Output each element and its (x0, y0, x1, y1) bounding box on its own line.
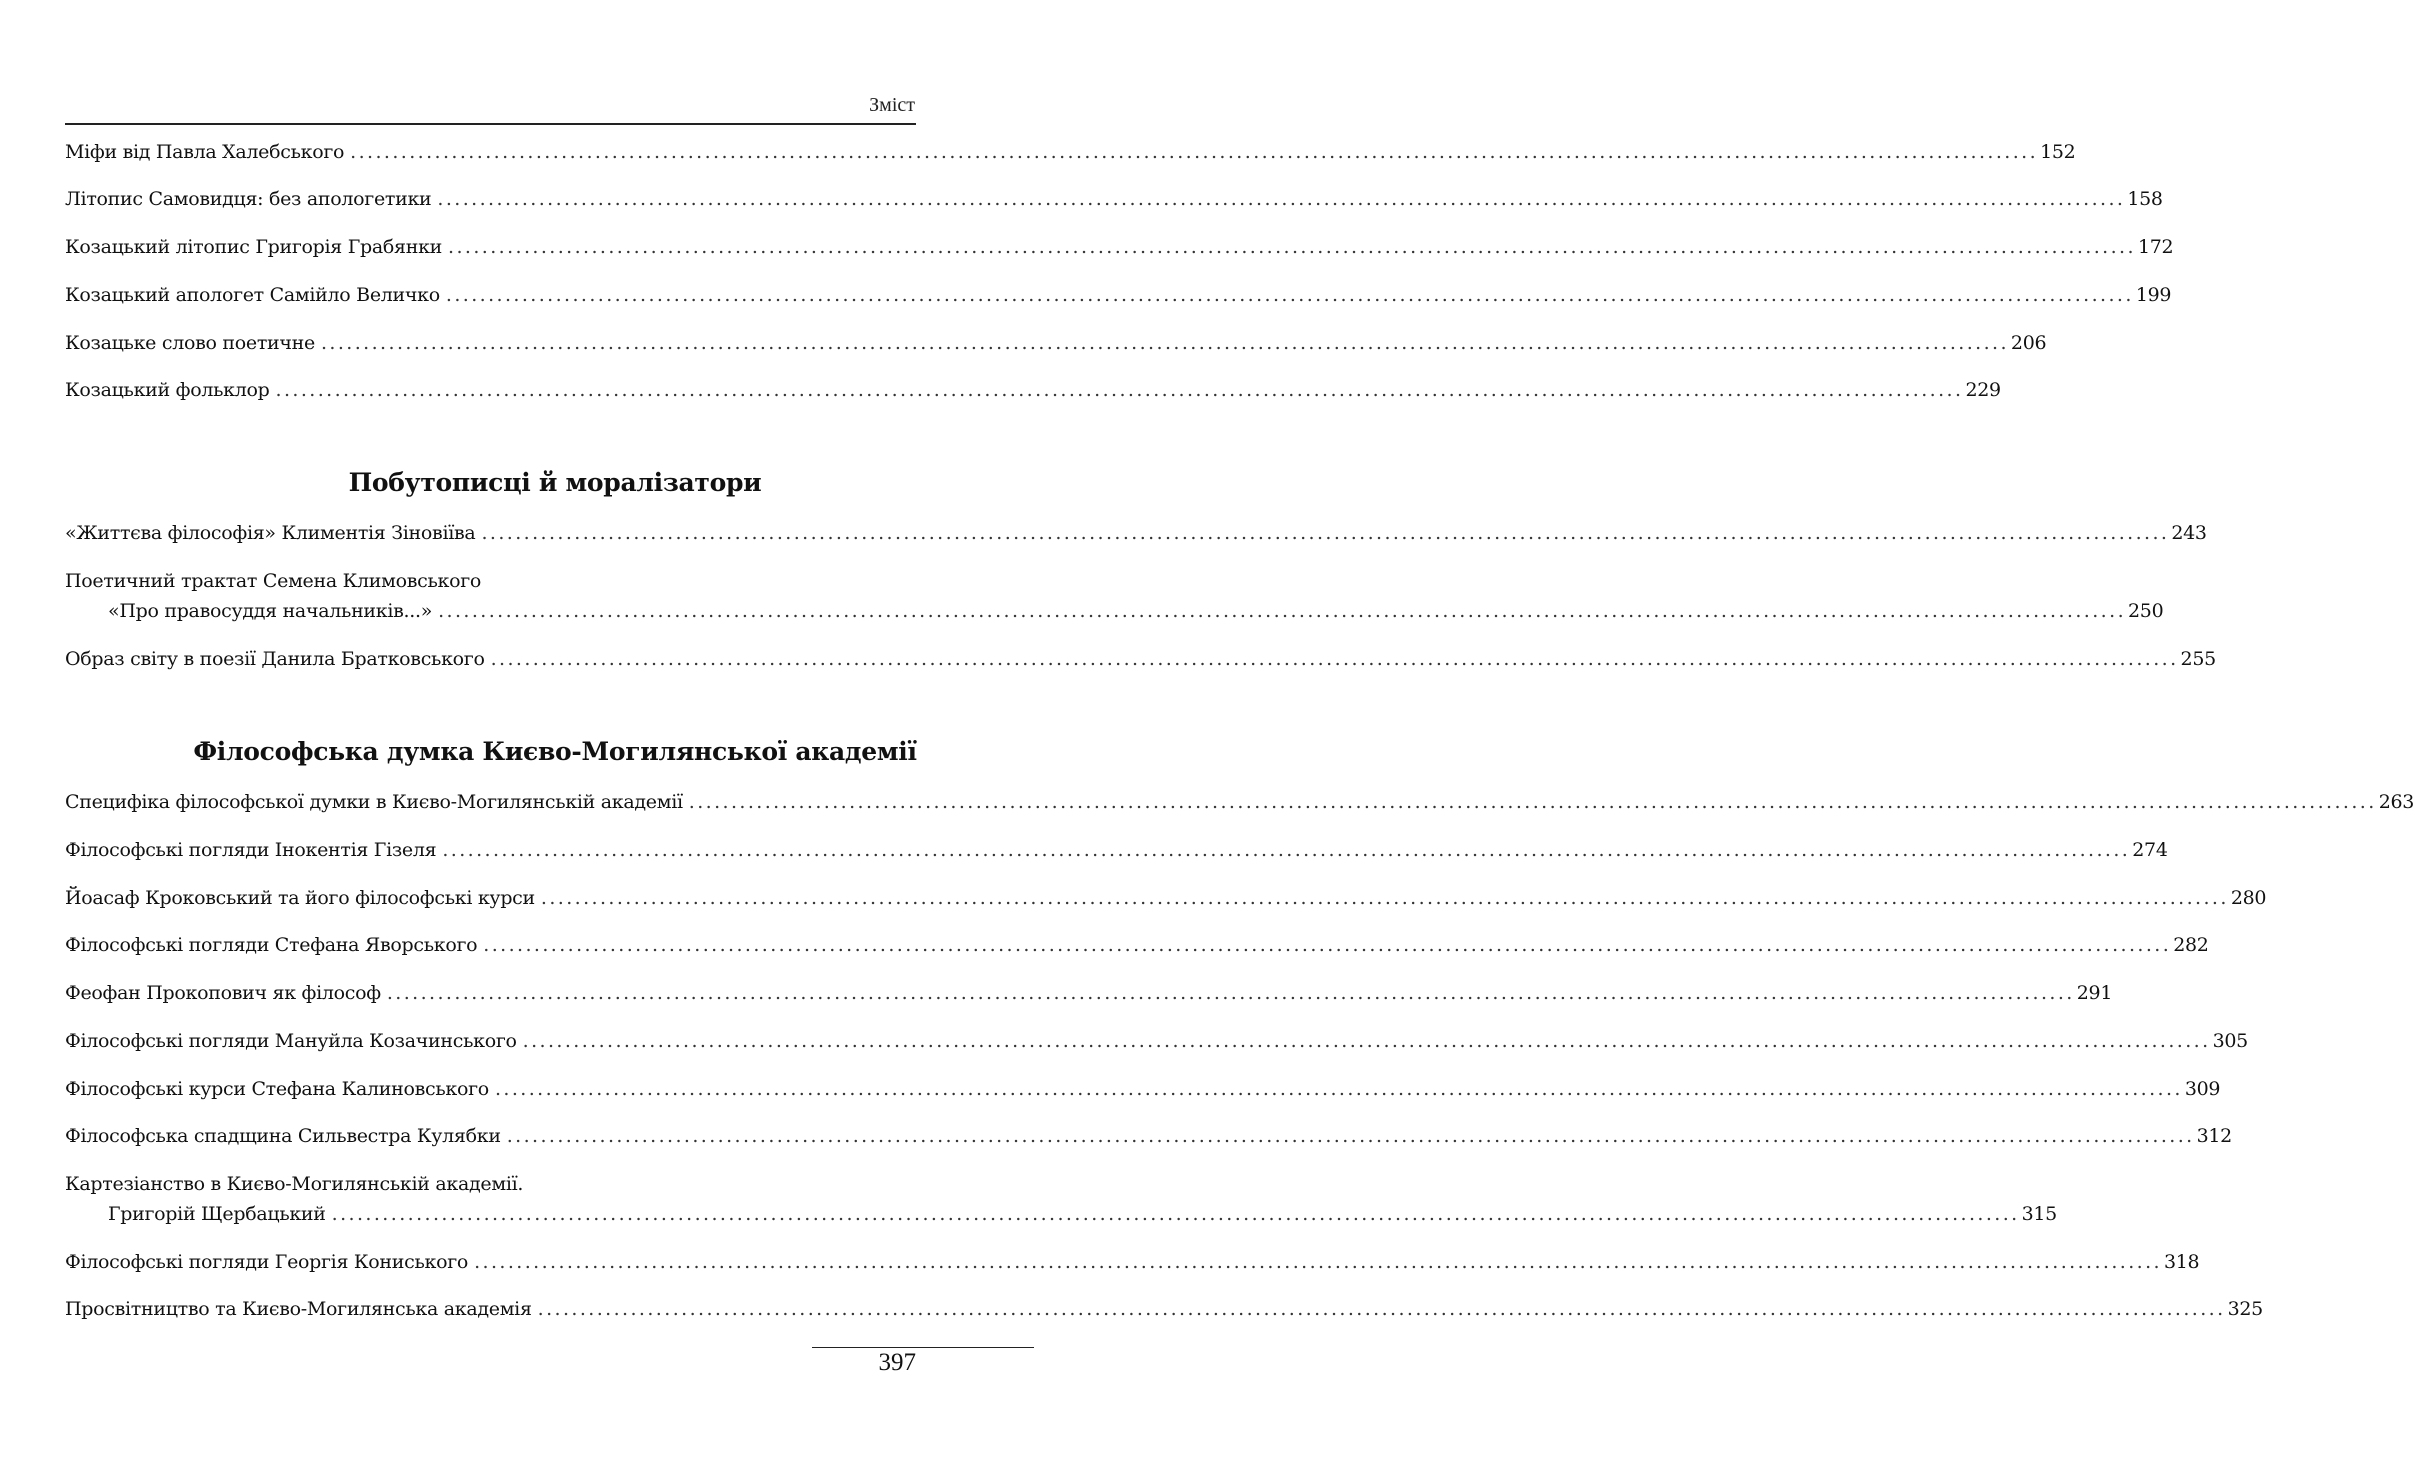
leader-dots: ........................................................................................................................................................................................................ (445, 284, 2134, 306)
toc-entry[interactable] (65, 1297, 2263, 1321)
toc-entry-page: 199 (2135, 284, 2172, 306)
toc-entry-title: Філософські погляди Мануйла Козачинського (65, 1030, 517, 1052)
leader-dots: ........................................................................................................................................................................................................ (540, 887, 2229, 909)
toc-entry-page: 243 (2171, 522, 2207, 544)
toc-entry-page: 158 (2127, 188, 2163, 210)
toc-entry[interactable] (65, 1029, 2248, 1053)
leader-dots: ........................................................................................................................................................................................................ (481, 522, 2170, 544)
toc-entry-title: Козацький апологет Самійло Величко (65, 284, 440, 306)
toc-entry-page: 315 (2021, 1203, 2057, 1225)
leader-dots: ........................................................................................................................................................................................................ (438, 600, 2127, 622)
toc-entry-page: 274 (2132, 839, 2168, 861)
toc-entry-page: 291 (2076, 982, 2113, 1004)
leader-dots: ........................................................................................................................................................................................................ (350, 141, 2039, 163)
leader-dots: ........................................................................................................................................................................................................ (494, 1078, 2183, 1100)
leader-dots: ........................................................................................................................................................................................................ (522, 1030, 2211, 1052)
toc-entry-title: Літопис Самовидця: без апологетики (65, 188, 432, 210)
header-divider (65, 123, 916, 125)
toc-entry-page: 229 (1965, 379, 2001, 401)
section-heading: Філософська думка Києво-Могилянської академії (193, 737, 917, 766)
leader-dots: ........................................................................................................................................................................................................ (442, 839, 2131, 861)
toc-entry[interactable] (65, 235, 2174, 259)
toc-entry[interactable] (65, 790, 2414, 814)
toc-entry-title: Образ світу в поезії Данила Братковського (65, 648, 485, 670)
toc-entry[interactable] (65, 283, 2172, 307)
toc-entry-title: Філософські погляди Інокентія Гізеля (65, 839, 437, 861)
toc-entry-page: 280 (2230, 887, 2267, 909)
footer-divider (812, 1347, 1034, 1348)
toc-entry[interactable] (65, 933, 2209, 957)
toc-entry-title: «Життєва філософія» Климентія Зіновіїва (65, 522, 476, 544)
toc-entry[interactable] (65, 647, 2216, 671)
toc-entry-page: 206 (2010, 332, 2047, 354)
leader-dots: ........................................................................................................................................................................................................ (474, 1251, 2162, 1273)
leader-dots: ........................................................................................................................................................................................................ (331, 1203, 2020, 1225)
toc-entry[interactable] (65, 1172, 2057, 1226)
toc-entry[interactable] (65, 569, 2164, 623)
toc-entry-title: Йоасаф Кроковський та його філософські курси (65, 887, 535, 909)
leader-dots: ........................................................................................................................................................................................................ (320, 332, 2009, 354)
toc-entry-title: Специфіка філософської думки в Києво-Могилянській академії (65, 791, 683, 813)
toc-entry-title: Картезіанство в Києво-Могилянській академії. (65, 1173, 524, 1195)
toc-entry[interactable] (65, 331, 2047, 355)
toc-entry-title: Козацький фольклор (65, 379, 270, 401)
leader-dots: ........................................................................................................................................................................................................ (688, 791, 2377, 813)
toc-entry[interactable] (65, 140, 2076, 164)
toc-entry-title: Філософська спадщина Сильвестра Кулябки (65, 1125, 501, 1147)
toc-entry-page: 172 (2137, 236, 2174, 258)
toc-entry-page: 152 (2040, 141, 2076, 163)
leader-dots: ........................................................................................................................................................................................................ (437, 188, 2126, 210)
toc-entry-page: 312 (2196, 1125, 2232, 1147)
leader-dots: ........................................................................................................................................................................................................ (386, 982, 2075, 1004)
leader-dots: ........................................................................................................................................................................................................ (537, 1298, 2226, 1320)
toc-entry[interactable] (65, 1124, 2232, 1148)
toc-entry-page: 318 (2163, 1251, 2200, 1273)
leader-dots: ........................................................................................................................................................................................................ (490, 648, 2179, 670)
toc-entry-page: 255 (2180, 648, 2216, 670)
leader-dots: ........................................................................................................................................................................................................ (506, 1125, 2195, 1147)
toc-entry[interactable] (65, 1250, 2200, 1274)
toc-entry-page: 325 (2227, 1298, 2263, 1320)
toc-entry[interactable] (65, 981, 2113, 1005)
toc-entry-page: 263 (2378, 791, 2414, 813)
toc-entry-title: Козацький літопис Григорія Грабянки (65, 236, 443, 258)
toc-entry[interactable] (65, 1077, 2221, 1101)
toc-entry-title: Поетичний трактат Семена Климовського (65, 570, 482, 592)
toc-entry[interactable] (65, 838, 2168, 862)
toc-entry-page: 250 (2128, 600, 2164, 622)
toc-entry-page: 305 (2212, 1030, 2248, 1052)
toc-entry-title-continued: «Про правосуддя начальників...» (108, 600, 433, 622)
toc-entry-title: Філософські погляди Георгія Кониського (65, 1251, 469, 1273)
leader-dots: ........................................................................................................................................................................................................ (448, 236, 2136, 258)
section-heading: Побутописці й моралізатори (348, 468, 762, 497)
toc-entry-title: Міфи від Павла Халебського (65, 141, 345, 163)
toc-entry-title: Філософські курси Стефана Калиновського (65, 1078, 489, 1100)
leader-dots: ........................................................................................................................................................................................................ (275, 379, 1964, 401)
running-header: Зміст (869, 94, 915, 116)
page-number: 397 (878, 1349, 916, 1376)
toc-entry-title-continued: Григорій Щербацький (108, 1203, 326, 1225)
toc-entry[interactable] (65, 378, 2001, 402)
toc-entry-title: Просвітництво та Києво-Могилянська академія (65, 1298, 532, 1320)
toc-entry-title: Філософські погляди Стефана Яворського (65, 934, 478, 956)
toc-entry[interactable] (65, 521, 2207, 545)
toc-entry-page: 309 (2184, 1078, 2221, 1100)
leader-dots: ........................................................................................................................................................................................................ (483, 934, 2172, 956)
toc-entry-page: 282 (2173, 934, 2209, 956)
toc-entry[interactable] (65, 886, 2267, 910)
toc-entry-title: Козацьке слово поетичне (65, 332, 315, 354)
toc-entry-title: Феофан Прокопович як філософ (65, 982, 381, 1004)
toc-entry[interactable] (65, 187, 2163, 211)
